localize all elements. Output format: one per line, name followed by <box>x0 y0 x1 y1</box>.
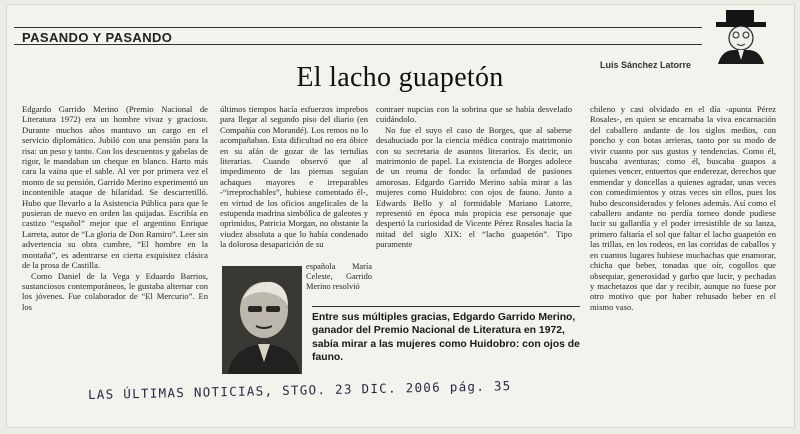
paragraph: Como Daniel de la Vega y Eduardo Barrios, sustanciosos contemporáneos, le gustaba alternar con los jóvenes. Fue colaborador de “El Mercurio”. En los <box>22 270 208 312</box>
paragraph: últimos tiempos hacía esfuerzos imprebos para llegar al segundo piso del diario (en Compañía con Morandé). Los remos no lo acompañaban. Esta dificultad no era óbice en su afán de gozar de las tertulias literarias. Cuando observó que al impedimento de las piernas seguían achaques mayores e irreparables -“irreprochables”, hubiese comentado él-, en virtud de los oficios angelicales de la estupenda madrina simbólica de galeotes y oprimidos, Patricia Morgan, no obstante la viudez absoluta a que lo había condenado la dolorosa desaparición de su <box>220 104 368 250</box>
paragraph: chileno y casi olvidado en el día -apunta Pérez Rosales-, en quien se encarnaba la viva encarnación del caballero andante de los siglos medios, con poncho y con botas arrieras, tanto por su modo de vivir cuanto por sus gustos y tendencias. Como él, buscaba aventuras; como él, buscaba guapos a quienes vencer, entuertos que enderezar, derechos que enmendar y doncellas a quienes agradar, unas veces con comedimientos y otras veces sin ellos, pues los hubo desconsiderados y felones además. Así como el caballero andante no perdía torneo donde pudiese lucir su gallardía y el poder irresistible de su lanza, primero faltaría el sol que faltar el lacho guapetón en las trillas, en los rodeos, en las corridas de caballos y en cuantos lugares hubiese muchachas que enamorar, chicha que beber, tonadas que oír, cogollos que obsequiar, generosidad y garbo que lucir, y pechadas y machetazos que dar y recibir, aunque no fuese por otro motivo que por haber rehusado beber en el mismo vaso. <box>590 104 776 312</box>
article-column-1 <box>22 104 208 379</box>
section-title: PASANDO Y PASANDO <box>22 30 173 45</box>
author-caricature <box>708 8 774 64</box>
article-column-2 <box>220 104 368 262</box>
handwritten-source-note: LAS ÚLTIMAS NOTICIAS, STGO. 23 DIC. 2006 pág. 35 <box>87 378 512 402</box>
author-photo <box>222 266 302 374</box>
paragraph: Edgardo Garrido Merino (Premio Nacional de Literatura 1972) era un hombre vivaz y gracioso. Durante muchos años mantuvo un cargo en el servicio diplomático. Jubiló con una pensión para la risa: un peso y tanto. Con los descuentos y gabelas de rigor, le mandaban un cheque en blanco. Harto más cara la vaina que el sable. Al ver por primera vez el monto de su pensión, Garrido Merino experimentó un incontenible ataque de hilaridad. Se descarretilló. Hubo que llevarlo a la Asistencia Pública para que le pusieran de nuevo en orden las quijadas. Escribía en castizo “español” mejor que el argentino Enrique Larreta, autor de “La gloria de Don Ramiro”. Leer sin advertencia su obra cumbre, “El hombre en la montaña”, es adentrarse en cierta exquisitez clásica de la prosa de Castilla. <box>22 104 208 271</box>
pull-quote: Entre sus múltiples gracias, Edgardo Garrido Merino, ganador del Premio Nacional de Literatura en 1972, sabía mirar a las mujeres como Huidobro: con ojos de fauno. <box>312 306 580 365</box>
paragraph: contraer nupcias con la sobrina que se había desvelado cuidándolo. <box>376 104 572 125</box>
paragraph: No fue el suyo el caso de Borges, que al saberse desahuciado por la ciencia médica contrajo matrimonio con su secretaria de asuntos literarios. Es decir, un matrimonio de papel. La existencia de Borges adolece de un reuma de fondo: la orfandad de pasiones amorosas. Edgardo Garrido Merino sabía mirar a las mujeres como Huidobro: con ojos de fauno. Junto a Edwards Bello y al formidable Mariano Latorre, representó en época más propicia ese personaje que despertó la curiosidad de Vicente Pérez Rosales hacia la mitad del siglo XIX: el “lacho guapetón”. Tipo puramente <box>376 124 572 250</box>
article-column-4 <box>590 104 776 382</box>
article-column-3 <box>376 104 572 300</box>
byline: Luis Sánchez Latorre <box>600 60 692 70</box>
headline: El lacho guapetón <box>296 62 504 93</box>
photo-caption: española María Celeste, Garrido Merino resolvió <box>306 262 372 292</box>
